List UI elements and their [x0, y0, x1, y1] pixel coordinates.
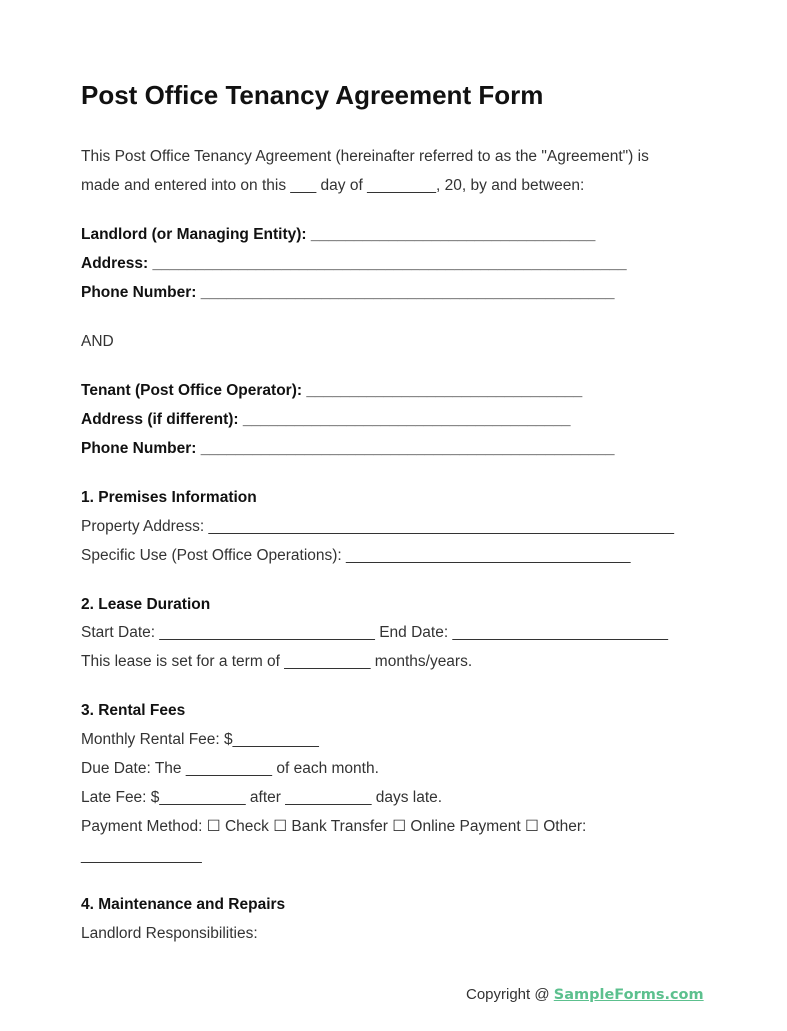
copyright-footer	[466, 986, 704, 1003]
payment-method-checkboxes: Payment Method: ☐ Check ☐ Bank Transfer ☐ Online Payment ☐ Other:	[81, 818, 587, 835]
late-fee-field: Late Fee: $__________ after __________ days late.	[81, 789, 443, 806]
section-heading-premises: 1. Premises Information	[81, 489, 257, 506]
tenant-address-field: Address (if different): ______________________________________	[81, 411, 571, 428]
landlord-phone-field: Phone Number: ________________________________________________	[81, 284, 615, 301]
intro-text-line-2: made and entered into on this ___ day of ________, 20, by and between:	[81, 177, 585, 194]
landlord-responsibilities-label: Landlord Responsibilities:	[81, 925, 258, 942]
specific-use-field: Specific Use (Post Office Operations): _________________________________	[81, 547, 631, 564]
intro-text-line-1: This Post Office Tenancy Agreement (hereinafter referred to as the "Agreement") is	[81, 148, 649, 165]
payment-other-blank: ______________	[81, 847, 202, 864]
and-separator: AND	[81, 333, 114, 350]
tenant-name-field: Tenant (Post Office Operator): ________________________________	[81, 382, 583, 399]
page-title: Post Office Tenancy Agreement Form	[81, 80, 544, 110]
property-address-field: Property Address: ______________________________________________________	[81, 518, 675, 535]
sampleforms-link[interactable]: SampleForms.com	[553, 987, 704, 1003]
landlord-address-field: Address: _______________________________________________________	[81, 255, 627, 272]
copyright-text: Copyright @	[466, 986, 554, 1003]
start-end-date-field: Start Date: _________________________ End Date: _________________________	[81, 624, 668, 641]
landlord-name-field: Landlord (or Managing Entity): _________________________________	[81, 226, 596, 243]
monthly-rental-fee-field: Monthly Rental Fee: $__________	[81, 731, 319, 748]
section-heading-lease-duration: 2. Lease Duration	[81, 596, 211, 613]
section-heading-rental-fees: 3. Rental Fees	[81, 702, 186, 719]
due-date-field: Due Date: The __________ of each month.	[81, 760, 379, 777]
section-heading-maintenance: 4. Maintenance and Repairs	[81, 896, 286, 913]
tenant-phone-field: Phone Number: ________________________________________________	[81, 440, 615, 457]
lease-term-field: This lease is set for a term of __________ months/years.	[81, 653, 473, 670]
